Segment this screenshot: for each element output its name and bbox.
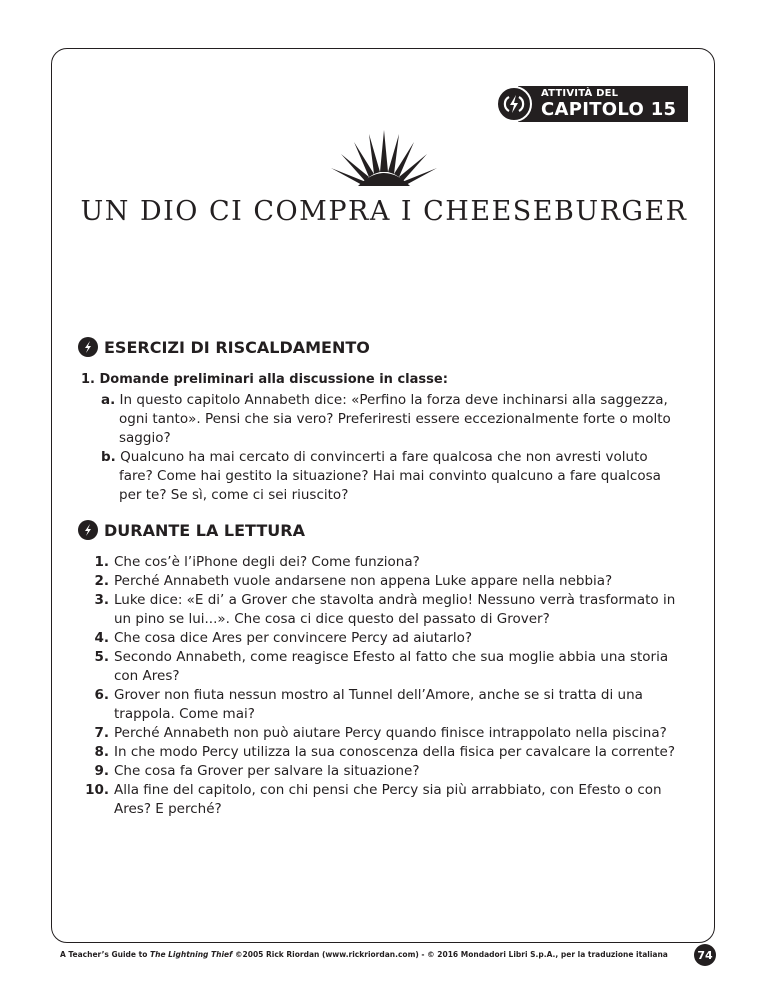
warmup-subheading: 1. Domande preliminari alla discussione in classe: (81, 372, 448, 387)
question-text: Secondo Annabeth, come reagisce Efesto al fatto che sua moglie abbia una storia con Ares? (114, 649, 669, 684)
question-number: 9. (94, 763, 109, 779)
question-text: Alla fine del capitolo, con chi pensi che Percy sia più arrabbiato, con Efesto o con Ares? E perché? (114, 782, 662, 817)
question-text: Grover non fiuta nessun mostro al Tunnel dell’Amore, anche se si tratta di una trappola. Come mai? (114, 687, 643, 722)
lightning-icon (496, 86, 532, 122)
question-number: 8. (94, 744, 109, 760)
item-label: a. (101, 392, 116, 408)
lightning-icon (78, 337, 98, 357)
question-text: Che cosa fa Grover per salvare la situazione? (114, 763, 420, 779)
list-item (82, 762, 682, 781)
warmup-item-a (101, 391, 681, 448)
list-item (82, 553, 682, 572)
question-number: 10. (85, 782, 109, 798)
footer-credits (60, 950, 668, 959)
question-number: 7. (94, 725, 109, 741)
question-number: 2. (94, 573, 109, 589)
list-item (82, 781, 682, 819)
question-text: Perché Annabeth vuole andarsene non appena Luke appare nella nebbia? (114, 573, 613, 589)
warmup-heading-text: ESERCIZI DI RISCALDAMENTO (104, 337, 370, 357)
question-number: 1. (94, 554, 109, 570)
item-text: In questo capitolo Annabeth dice: «Perfino la forza deve inchinarsi alla saggezza, ogni tanto». Pensi che sia vero? Preferiresti essere eccezionalmente forte o molto saggio? (119, 392, 671, 446)
chapter-title: UN DIO CI COMPRA I CHEESEBURGER (80, 196, 688, 227)
list-item (82, 572, 682, 591)
question-number: 3. (94, 592, 109, 608)
footer-prefix: A Teacher’s Guide to (60, 950, 150, 959)
question-text: In che modo Percy utilizza la sua conoscenza della fisica per cavalcare la corrente? (114, 744, 676, 760)
question-text: Perché Annabeth non può aiutare Percy quando finisce intrappolato nella piscina? (114, 725, 667, 741)
item-text: Qualcuno ha mai cercato di convincerti a fare qualcosa che non avresti voluto fare? Come hai gestito la situazione? Hai mai convinto qualcuno a fare qualcosa per te? Se sì, come ci sei riuscito? (119, 449, 661, 503)
question-list (82, 553, 682, 819)
footer-suffix: ©2005 Rick Riordan (www.rickriordan.com) - © 2016 Mondadori Libri S.p.A., per la traduzione italiana (232, 950, 668, 959)
lightning-icon (78, 520, 98, 540)
list-item (82, 591, 682, 629)
question-number: 5. (94, 649, 109, 665)
question-number: 6. (94, 687, 109, 703)
question-text: Che cosa dice Ares per convincere Percy ad aiutarlo? (114, 630, 473, 646)
warmup-heading (78, 337, 370, 357)
reading-heading-text: DURANTE LA LETTURA (104, 520, 305, 540)
page-number: 74 (694, 944, 716, 966)
item-label: b. (101, 449, 116, 465)
question-text: Luke dice: «E di’ a Grover che stavolta andrà meglio! Nessuno verrà trasformato in un pino se lui...». Che cosa ci dice questo del passato di Grover? (114, 592, 676, 627)
list-item (82, 743, 682, 762)
question-number: 4. (94, 630, 109, 646)
reading-heading (78, 520, 305, 540)
badge-label: ATTIVITÀ DEL (541, 88, 619, 99)
list-item (82, 629, 682, 648)
warmup-item-b (101, 448, 681, 505)
list-item (82, 648, 682, 686)
chapter-badge (496, 86, 688, 122)
list-item (82, 686, 682, 724)
footer-book-title: The Lightning Thief (149, 950, 233, 959)
question-text: Che cos’è l’iPhone degli dei? Come funziona? (114, 554, 420, 570)
sun-rays-icon (328, 128, 440, 190)
list-item (82, 724, 682, 743)
badge-chapter: CAPITOLO 15 (541, 99, 677, 120)
